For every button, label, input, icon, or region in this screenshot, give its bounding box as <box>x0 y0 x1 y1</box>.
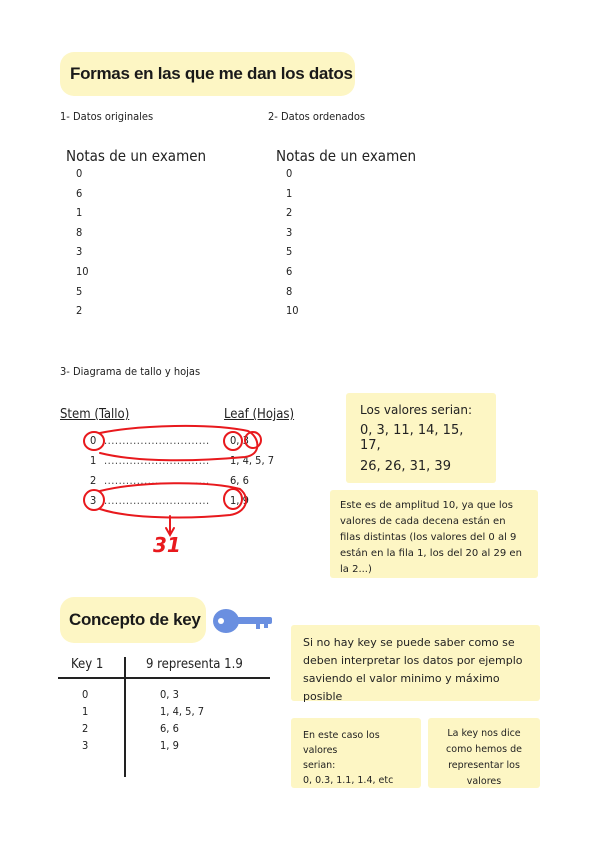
list-item: 1 <box>286 186 293 200</box>
stem-leader: ............................. <box>104 434 210 447</box>
key-leaf-value: 1, 4, 5, 7 <box>160 705 205 718</box>
key-leaf-value: 0, 3 <box>160 688 179 701</box>
circle-stem-3 <box>84 490 104 510</box>
circle-stem-0 <box>84 432 104 450</box>
original-data-heading: 1- Datos originales <box>60 110 154 123</box>
list-item: 0 <box>286 167 293 180</box>
leaf-value: 1, 4, 5, 7 <box>230 454 275 467</box>
stem-value: 2 <box>90 474 97 487</box>
key-header-left: Key 1 <box>71 657 104 672</box>
sorted-data-heading: 2- Datos ordenados <box>268 110 366 123</box>
stem-leader: ............................. <box>104 494 210 507</box>
key-table-hline <box>58 677 270 679</box>
list-item: 10 <box>286 304 299 318</box>
stem-leader: ............................. <box>104 474 210 487</box>
section-title: Formas en las que me dan los datos <box>60 52 355 96</box>
stem-value: 1 <box>90 454 97 467</box>
values-note-line: 26, 26, 31, 39 <box>360 459 451 474</box>
list-item: 5 <box>76 284 83 298</box>
list-item: 1 <box>76 206 83 220</box>
stemleaf-heading: 3- Diagrama de tallo y hojas <box>60 365 201 378</box>
key-stem-value: 0 <box>82 688 89 701</box>
leaf-value: 6, 6 <box>230 474 249 487</box>
case-note-line: 0, 0.3, 1.1, 1.4, etc <box>303 775 394 786</box>
values-note <box>346 393 496 483</box>
leaf-label: Leaf (Hojas) <box>224 407 295 422</box>
key-tells-note: La key nos dice como hemos de representar los valores <box>428 718 540 788</box>
key-stem-value: 2 <box>82 722 89 735</box>
key-title: Concepto de key <box>60 597 206 643</box>
key-stem-value: 1 <box>82 705 89 718</box>
key-icon <box>212 605 274 637</box>
circle-leaf-1 <box>224 489 242 509</box>
leaf-value: 1, 9 <box>230 494 249 507</box>
stem-value: 3 <box>90 494 97 507</box>
list-item: 5 <box>286 245 293 259</box>
list-item: 6 <box>76 186 83 200</box>
original-data-subtitle: Notas de un examen <box>66 147 207 165</box>
leaf-value: 0, 3 <box>230 434 249 447</box>
original-data-list <box>76 167 89 324</box>
no-key-note: Si no hay key se puede saber como se deben interpretar los datos por ejemplo saviendo el valor minimo y máximo posible <box>291 625 540 701</box>
stem-label: Stem (Tallo) <box>60 407 130 422</box>
amplitude-note: Este es de amplitud 10, ya que los valores de cada decena están en filas distintas (los valores del 0 al 9 están en la fila 1, los del 20 al 29 en la 2...) <box>330 490 538 578</box>
list-item: 6 <box>286 264 293 278</box>
list-item: 0 <box>76 167 83 180</box>
list-item: 3 <box>286 225 293 239</box>
values-note-line: 0, 3, 11, 14, 15, 17, <box>360 423 464 453</box>
sorted-data-subtitle: Notas de un examen <box>276 147 417 165</box>
list-item: 8 <box>76 225 83 239</box>
key-stem-list <box>82 688 88 756</box>
case-note-line: serian: <box>303 760 336 771</box>
key-leaf-value: 6, 6 <box>160 722 179 735</box>
key-header-right: 9 representa 1.9 <box>146 657 243 672</box>
key-leaf-list <box>160 688 204 756</box>
key-leaf-value: 1, 9 <box>160 739 179 752</box>
annotation-value: 31 <box>153 533 181 557</box>
values-note-title: Los valores serian: <box>360 403 473 417</box>
list-item: 2 <box>76 304 83 318</box>
list-item: 8 <box>286 284 293 298</box>
key-table-vline <box>124 657 126 777</box>
circle-leaf-0 <box>224 432 242 450</box>
list-item: 10 <box>76 264 89 278</box>
list-item: 2 <box>286 206 293 220</box>
sorted-data-list <box>286 167 299 324</box>
case-note-line: En este caso los valores <box>303 730 380 756</box>
list-item: 3 <box>76 245 83 259</box>
stem-value: 0 <box>90 434 97 447</box>
stem-leader: ............................. <box>104 454 210 467</box>
key-stem-value: 3 <box>82 739 89 752</box>
case-note <box>291 718 421 788</box>
